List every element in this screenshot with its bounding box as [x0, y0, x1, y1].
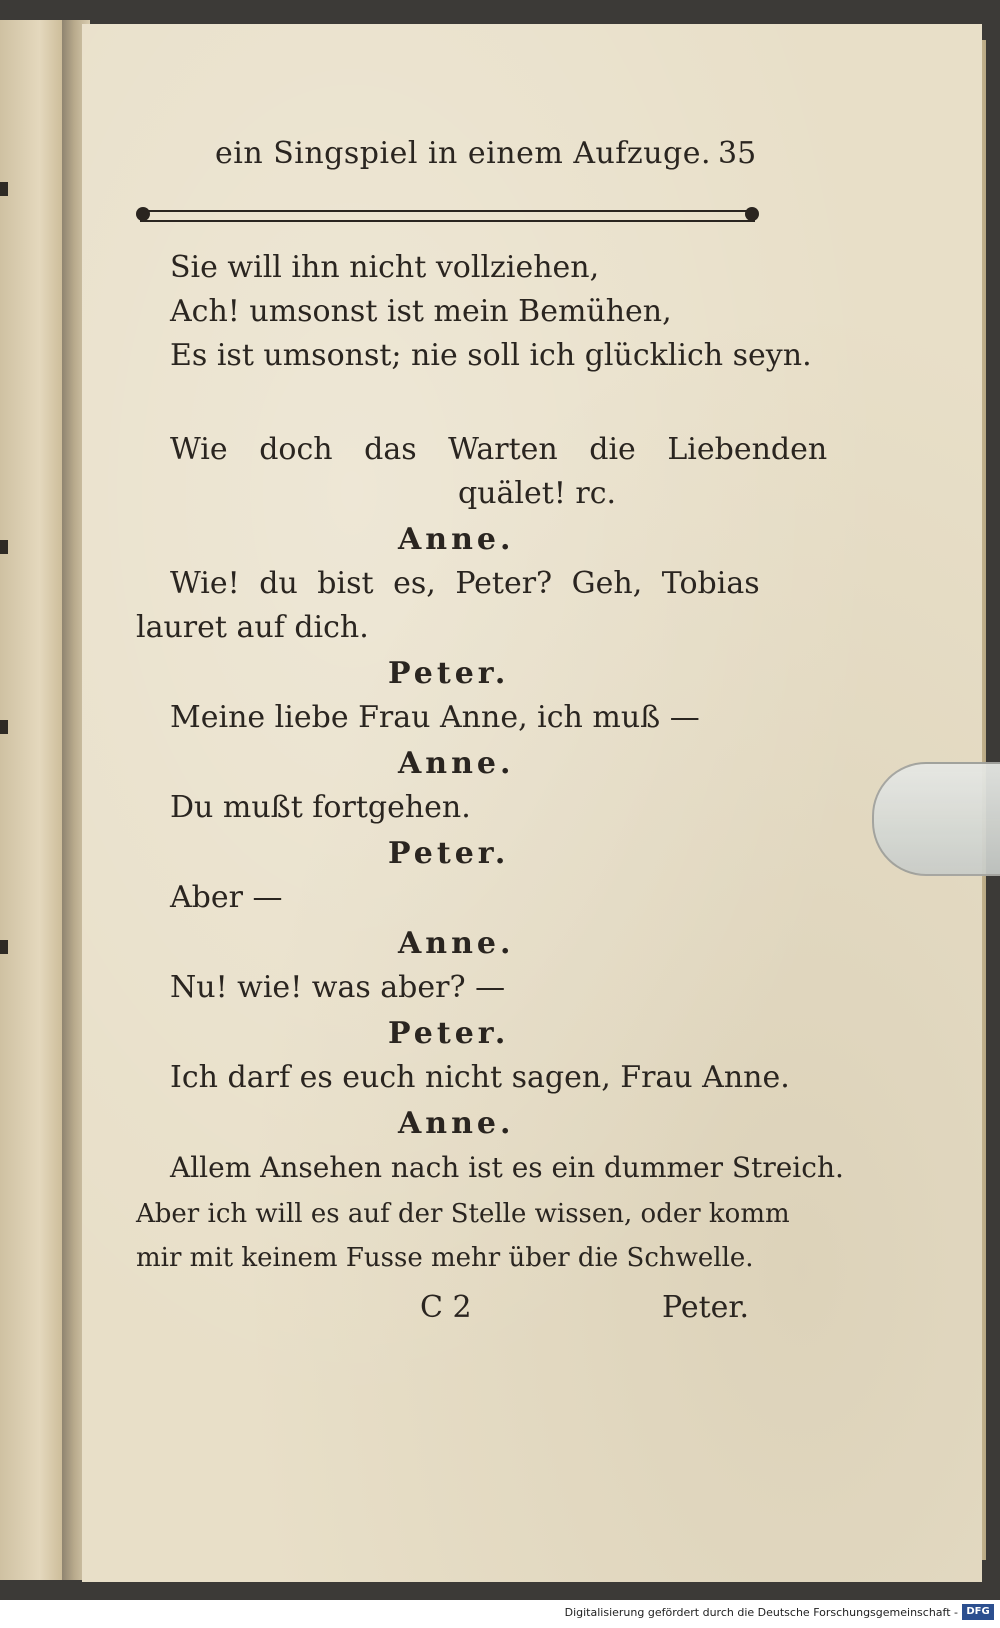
text-line: Sie will ihn nicht vollziehen, — [170, 250, 600, 285]
text-line: Du mußt fortgehen. — [170, 790, 471, 825]
speaker-name: Peter. — [388, 1016, 510, 1051]
text-line: Aber ich will es auf der Stelle wissen, oder komm — [136, 1199, 790, 1229]
running-head: ein Singspiel in einem Aufzuge. — [215, 136, 712, 171]
speaker-name: Anne. — [398, 926, 515, 961]
dfg-logo: DFG — [962, 1604, 994, 1620]
footer-credit: Digitalisierung gefördert durch die Deutsche Forschungsgemeinschaft - — [564, 1606, 958, 1619]
facing-page-mark — [0, 720, 8, 734]
rule-end-left — [136, 207, 150, 221]
page-number: 35 — [718, 136, 757, 171]
text-line: Aber — — [170, 880, 283, 915]
facing-page-mark — [0, 540, 8, 554]
facing-page — [0, 20, 66, 1580]
text-line: lauret auf dich. — [136, 610, 369, 645]
text-line: Ach! umsonst ist mein Bemühen, — [170, 294, 672, 329]
header-rule — [140, 210, 755, 222]
signature-mark: C 2 — [420, 1290, 472, 1325]
text-line: Wie doch das Warten die Liebenden — [170, 432, 828, 467]
speaker-name: Peter. — [388, 836, 510, 871]
text-line: quälet! rc. — [458, 476, 617, 511]
speaker-name: Anne. — [398, 522, 515, 557]
text-line: Wie! du bist es, Peter? Geh, Tobias — [170, 566, 760, 601]
text-line: Es ist umsonst; nie soll ich glücklich seyn. — [170, 338, 812, 373]
catchword: Peter. — [662, 1290, 749, 1325]
speaker-name: Anne. — [398, 746, 515, 781]
rule-end-right — [745, 207, 759, 221]
text-line: Ich darf es euch nicht sagen, Frau Anne. — [170, 1060, 790, 1095]
text-line: mir mit keinem Fusse mehr über die Schwelle. — [136, 1243, 754, 1273]
speaker-name: Anne. — [398, 1106, 515, 1141]
speaker-name: Peter. — [388, 656, 510, 691]
text-line: Nu! wie! was aber? — — [170, 970, 506, 1005]
page-clip — [872, 762, 1000, 876]
facing-page-mark — [0, 940, 8, 954]
text-line: Allem Ansehen nach ist es ein dummer Streich. — [170, 1151, 844, 1184]
text-line: Meine liebe Frau Anne, ich muß — — [170, 700, 700, 735]
facing-page-mark — [0, 182, 8, 196]
